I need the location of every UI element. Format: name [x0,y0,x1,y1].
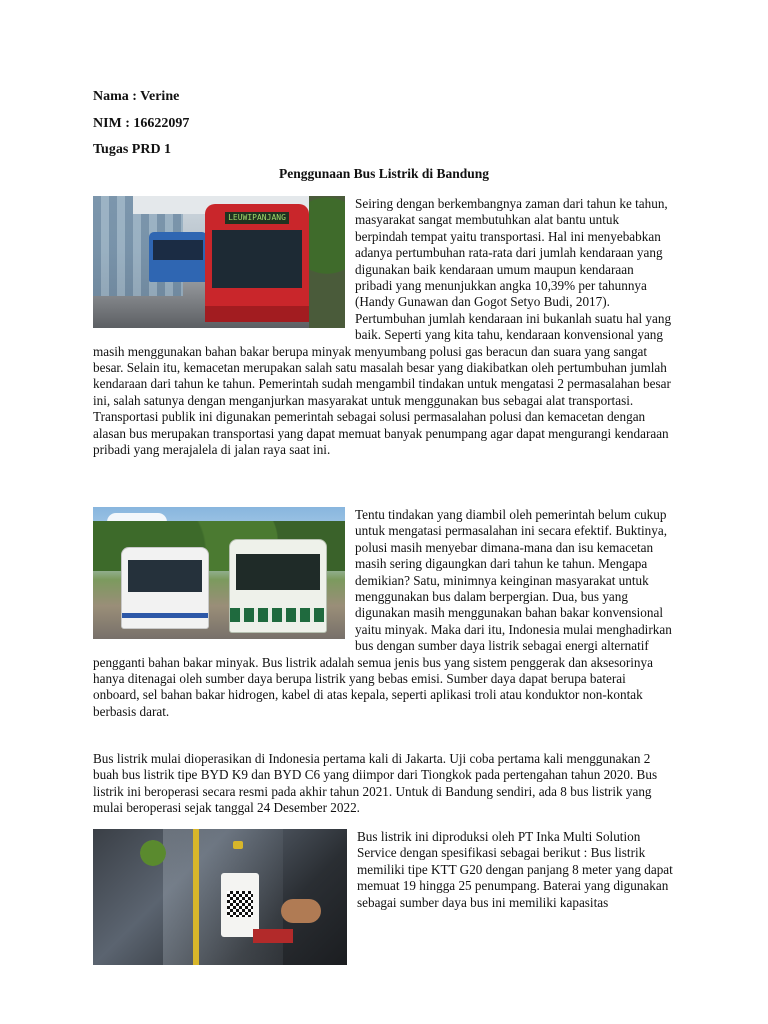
assignment-title: Tugas PRD 1 [93,142,172,157]
paragraph-1: Seiring dengan berkembangnya zaman dari tahun ke tahun, masyarakat sangat membutuhkan alat bantu untuk berpindah tempat yaitu transportasi. Hal ini menyebabkan adanya pertumbuhan rata-rata dari jumlah kendaraan yang digunakan baik kendaraan umum maupun kendaraan pribadi yang menunjukkan angka 10,39% per tahunnya (Handy Gunawan dan Gogot Setyo Budi, 2017). Pertumbuhan jumlah kendaraan ini bukanlah suatu hal yang baik. Seperti yang kita tahu, kendaraan konvensional yang masih menggunakan bahan bakar berupa minyak menyumbang polusi gas beracun dan suara yang sangat besar. Selain itu, kemacetan merupakan salah satu masalah besar yang diakibatkan oleh pertumbuhan jumlah kendaraan dari tahun ke tahun. Pemerintah sudah mengambil tindakan untuk mengatasi 2 permasalahan besar ini, salah satunya dengan menganjurkan masyarakat untuk menggunakan bus sebagai alat transportasi. Transportasi publik ini digunakan pemerintah sebagai solusi permasalahan polusi dan kemacetan dengan alasan bus merupakan transportasi yang dapat memuat banyak penumpang agar dapat mengurangi kendaraan pribadi yang merajalela di jalan raya saat ini. [93,196,672,458]
paragraph-2: Tentu tindakan yang diambil oleh pemerintah belum cukup untuk mengatasi permasalahan ini secara efektif. Buktinya, polusi masih menyebar dimana-mana dan isu kemacetan masih sering digaungkan dari tahun ke tahun. Mengapa demikian? Satu, minimnya keinginan masyarakat untuk menggunakan bus dalam berpergian. Dua, bus yang digunakan masih menggunakan bahan bakar konvensional yaitu minyak. Maka dari itu, Indonesia mulai menghadirkan bus dengan sumber daya listrik sebagai energi alternatif pengganti bahan bakar minyak. Bus listrik adalah semua jenis bus yang sistem penggerak dan aksesorinya hanya ditenagai oleh sumber daya berupa listrik yang bebas emisi. Sumber daya dapat berupa baterai onboard, sel bahan bakar hidrogen, kabel di atas kepala, seperti aplikasi troli atau konduktor non-kontak berbasis darat. [93,507,672,719]
bus-destination-sign: LEUWIPANJANG [225,212,289,224]
paragraph-4: Bus listrik ini diproduksi oleh PT Inka Multi Solution Service dengan spesifikasi sebagai berikut : Bus listrik memiliki tipe KTT G20 dengan panjang 8 meter yang dapat memuat 19 hingga 25 penumpang. Baterai yang digunakan sebagai sumber daya bus ini memiliki kapasitas [357,829,673,910]
section-3 [93,751,673,817]
section-4 [93,829,673,965]
qr-code-icon [227,891,253,917]
section-2 [93,507,673,720]
article-title: Penggunaan Bus Listrik di Bandung [278,166,490,181]
student-nim: NIM : 16622097 [93,116,190,131]
paragraph-3: Bus listrik mulai dioperasikan di Indonesia pertama kali di Jakarta. Uji coba pertama kali menggunakan 2 buah bus listrik tipe BYD K9 dan BYD C6 yang diimpor dari Tiongkok pada pertengahan tahun 2020. Bus listrik ini beroperasi secara resmi pada akhir tahun 2021. Untuk di Bandung sendiri, ada 8 bus listrik yang mulai beroperasi sejak tanggal 24 Desember 2022. [93,751,658,816]
student-name: Nama : Verine [93,89,180,104]
section-1 [93,196,673,459]
two-electric-buses-photo [93,507,345,639]
qr-payment-photo [93,829,347,965]
bus-station-photo [93,196,345,328]
